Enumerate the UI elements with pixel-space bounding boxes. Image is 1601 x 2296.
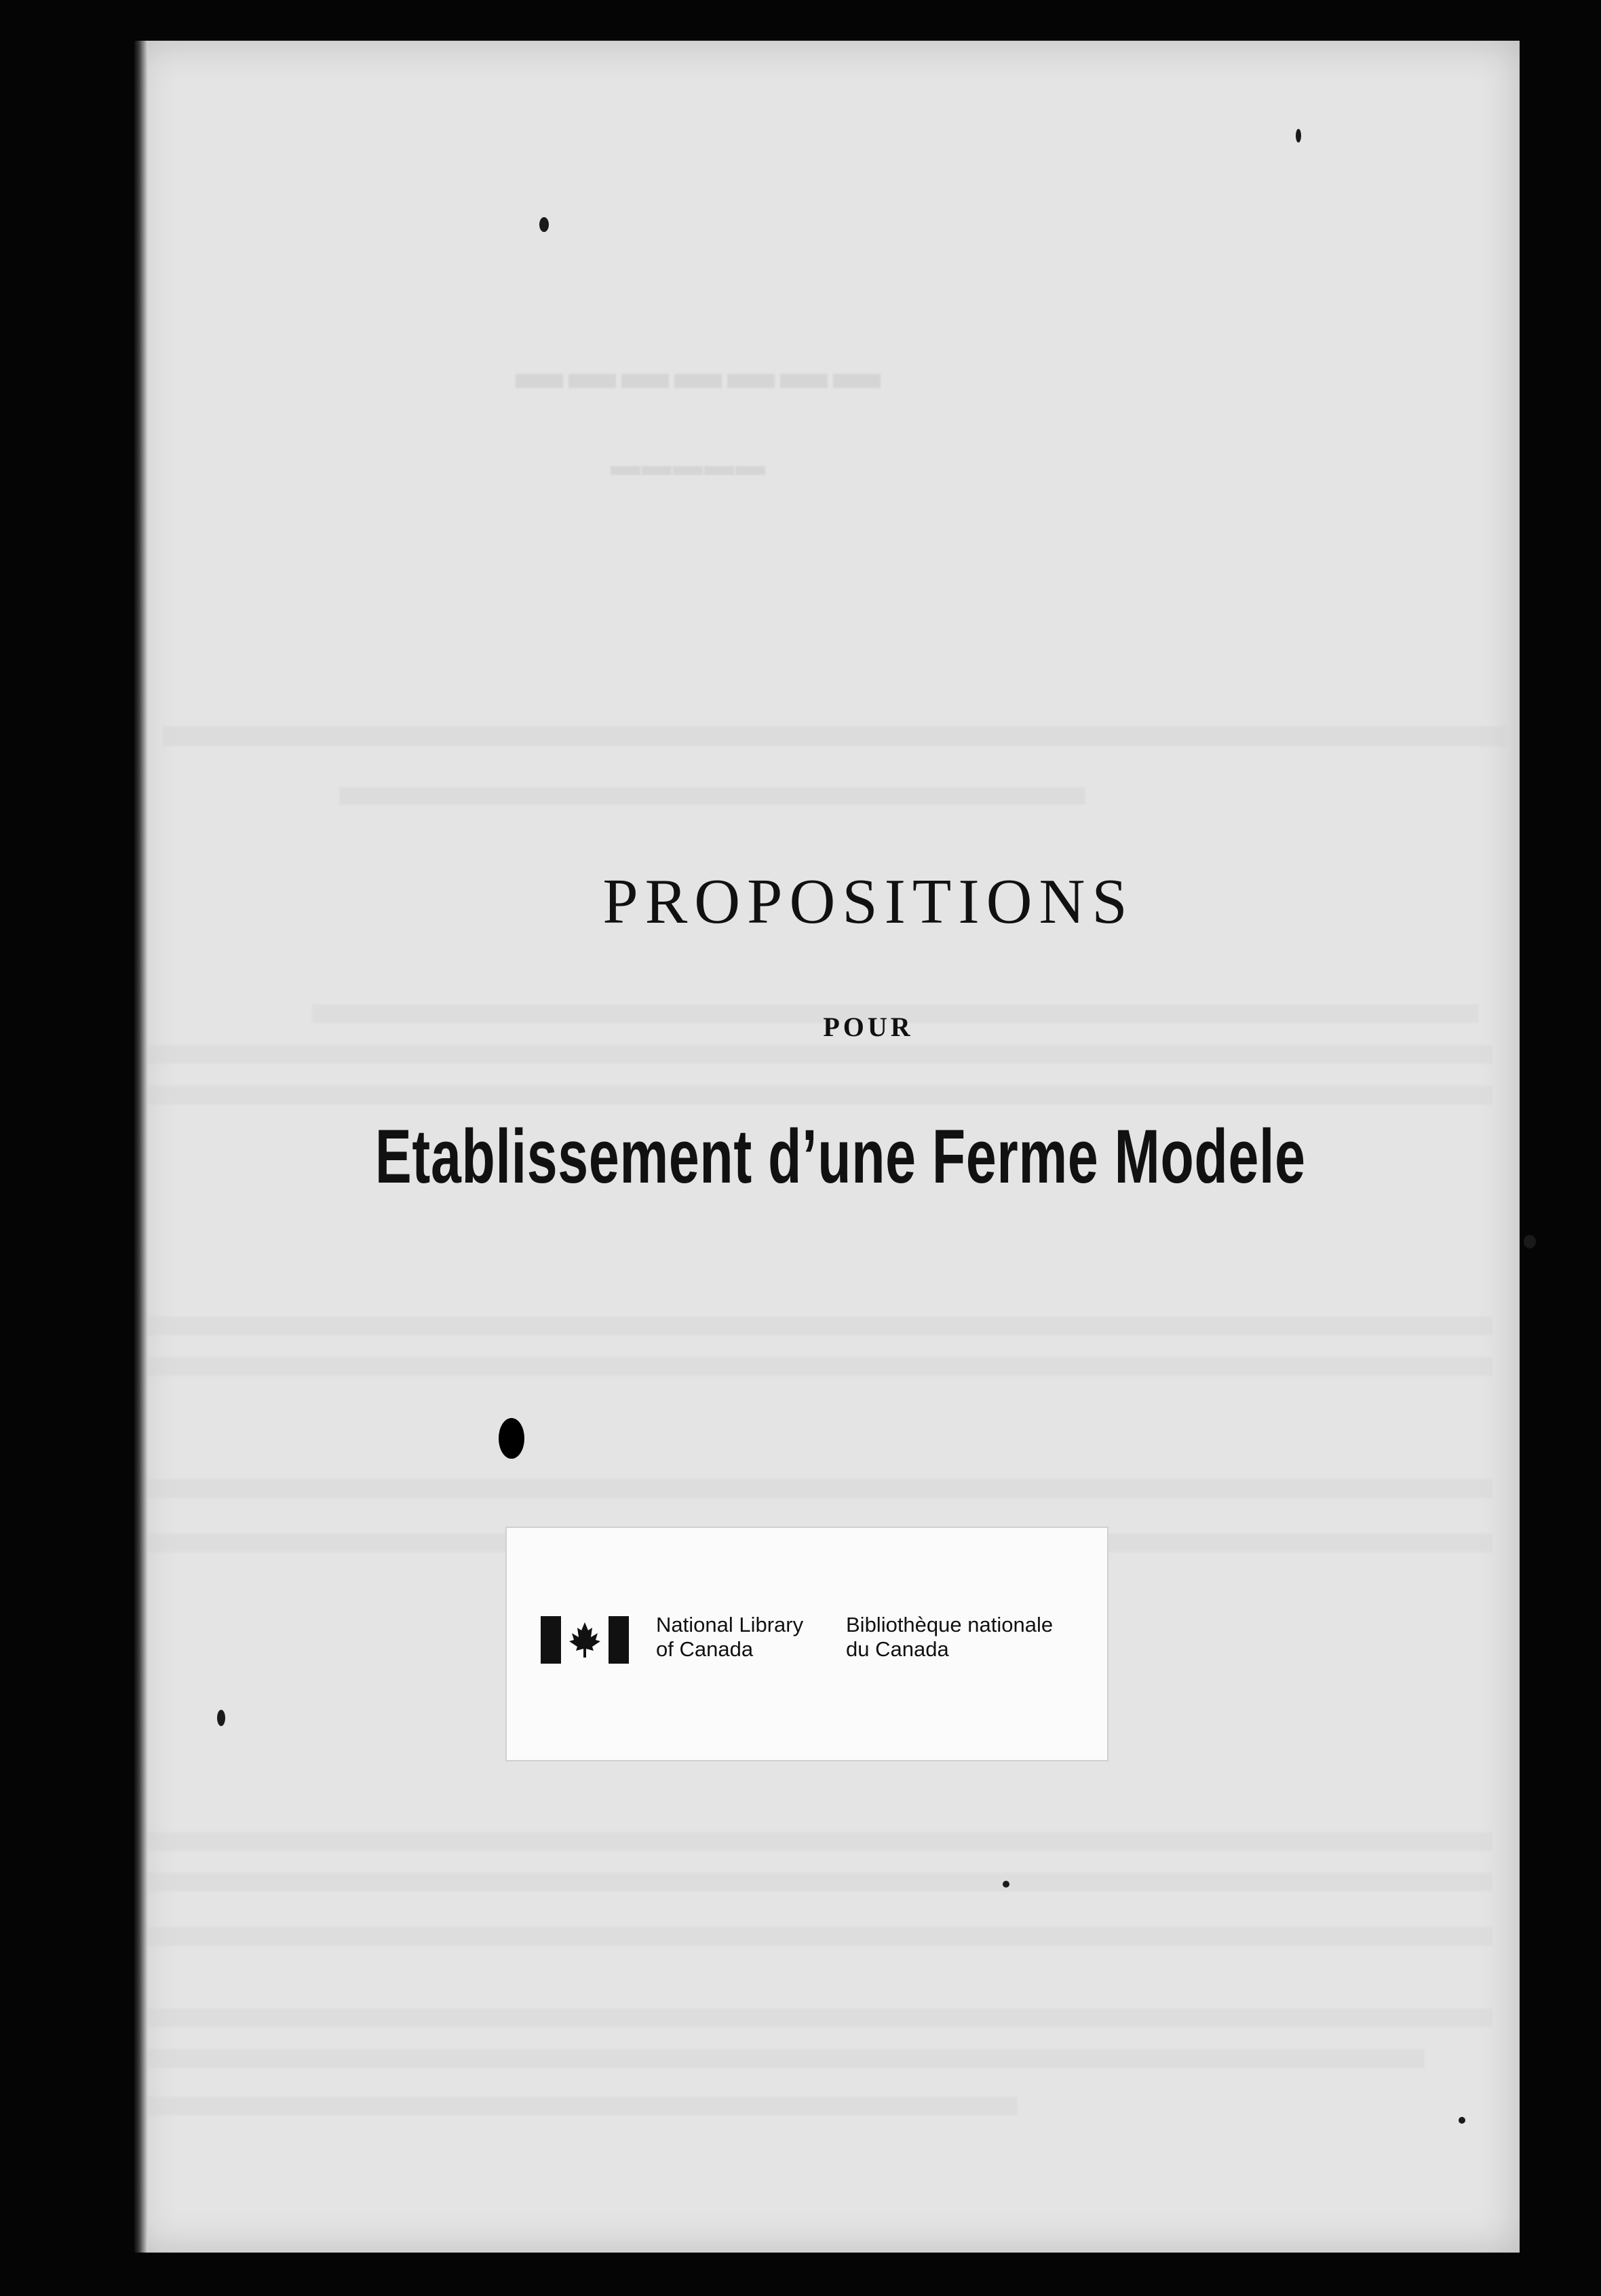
stamp-french-label [846,1613,1053,1662]
bleed-through-text [339,787,1085,805]
bleed-through-text [136,2008,1492,2027]
bleed-through-text: ▬▬▬▬▬▬▬ [516,347,886,399]
ink-speck [539,217,549,232]
ink-speck [1296,129,1301,142]
bleed-through-text [136,1927,1492,1946]
page-binding-edge [133,41,148,2253]
bleed-through-text [136,1832,1492,1851]
ink-speck [217,1710,225,1726]
maple-leaf-flag-icon [541,1616,629,1664]
library-stamp [505,1527,1108,1761]
bleed-through-text [163,726,1506,746]
stamp-french-line2: du Canada [846,1637,949,1661]
stamp-english-line2: of Canada [656,1637,754,1661]
bleed-through-text [136,2097,1018,2116]
bleed-through-text [136,2049,1425,2068]
bleed-through-text [136,1316,1492,1335]
bleed-through-text [136,1357,1492,1376]
bleed-through-text [136,1873,1492,1892]
bleed-through-text: ▬▬▬▬▬ [611,448,767,482]
ink-speck [1459,2117,1465,2124]
document-subtitle: Etablissement d’une Ferme Modele [374,1114,1306,1199]
bleed-through-text [136,1086,1492,1105]
stamp-french-line1: Bibliothèque nationale [846,1613,1054,1637]
stamp-english-line1: National Library [656,1613,804,1637]
ink-speck [1524,1235,1536,1248]
stamp-english-label [656,1613,803,1662]
document-connector: POUR [823,1012,914,1042]
document-title: PROPOSITIONS [602,866,1134,937]
ink-speck [1003,1881,1009,1888]
bleed-through-text [136,1479,1492,1498]
bleed-through-text [136,1045,1492,1064]
ink-blot [499,1418,524,1459]
